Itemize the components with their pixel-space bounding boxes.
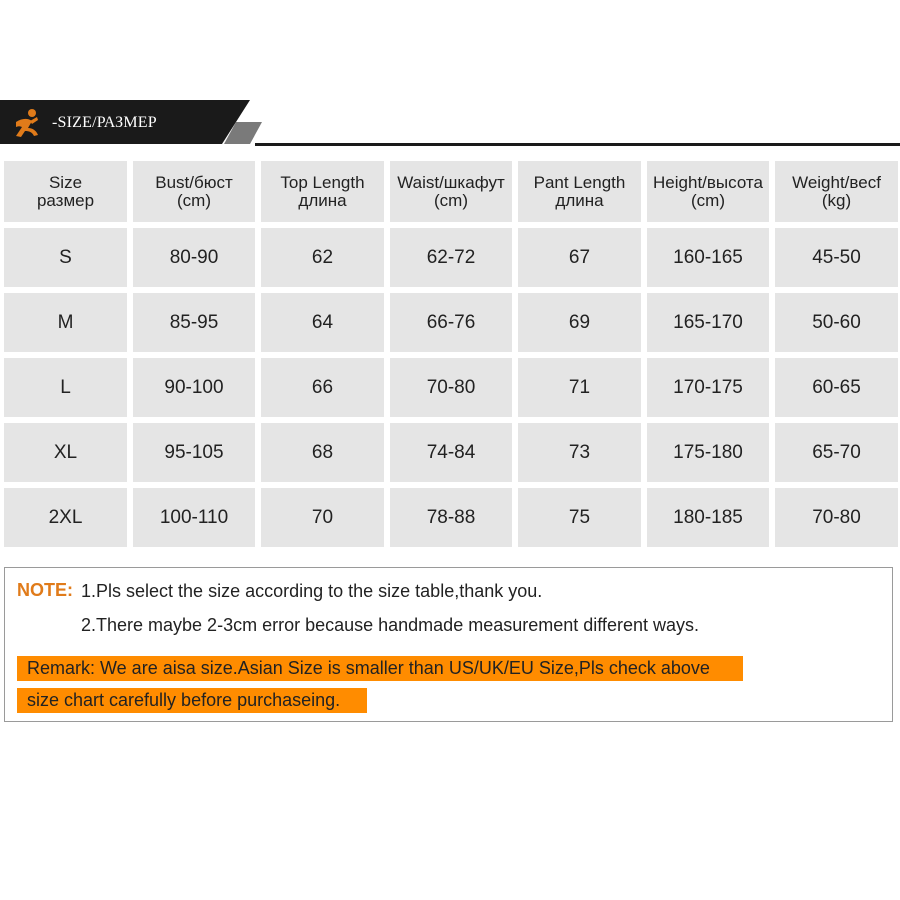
table-cell: 70 bbox=[261, 488, 384, 547]
table-cell: 67 bbox=[518, 228, 641, 287]
table-cell: 80-90 bbox=[133, 228, 255, 287]
table-cell: 160-165 bbox=[647, 228, 769, 287]
table-cell: 100-110 bbox=[133, 488, 255, 547]
header-cell-waist: Waist/шкафут (cm) bbox=[390, 161, 512, 222]
table-cell: XL bbox=[4, 423, 127, 482]
header-cell-weight: Weight/весf (kg) bbox=[775, 161, 898, 222]
table-cell: 66 bbox=[261, 358, 384, 417]
table-cell: 180-185 bbox=[647, 488, 769, 547]
table-cell: 66-76 bbox=[390, 293, 512, 352]
table-cell: 68 bbox=[261, 423, 384, 482]
header-rule bbox=[255, 143, 900, 146]
header-cell-pant-length: Pant Length длина bbox=[518, 161, 641, 222]
table-cell: 74-84 bbox=[390, 423, 512, 482]
note-line-1: 1.Pls select the size according to the size table,thank you. bbox=[81, 581, 543, 601]
table-cell: 64 bbox=[261, 293, 384, 352]
runner-logo-icon bbox=[10, 108, 44, 140]
table-cell: 45-50 bbox=[775, 228, 898, 287]
table-cell: 170-175 bbox=[647, 358, 769, 417]
table-cell: 60-65 bbox=[775, 358, 898, 417]
header-cell-size: Size размер bbox=[4, 161, 127, 222]
table-cell: 73 bbox=[518, 423, 641, 482]
table-cell: L bbox=[4, 358, 127, 417]
table-cell: 75 bbox=[518, 488, 641, 547]
table-cell: 70-80 bbox=[775, 488, 898, 547]
table-cell: 175-180 bbox=[647, 423, 769, 482]
table-cell: 69 bbox=[518, 293, 641, 352]
table-cell: M bbox=[4, 293, 127, 352]
header-banner bbox=[0, 100, 900, 150]
header-cell-bust: Bust/бюст (cm) bbox=[133, 161, 255, 222]
header-cell-top-length: Top Length длина bbox=[261, 161, 384, 222]
header-cell-height: Height/высота (cm) bbox=[647, 161, 769, 222]
remark-line-1: Remark: We are aisa size.Asian Size is smaller than US/UK/EU Size,Pls check above bbox=[17, 656, 743, 681]
table-cell: 78-88 bbox=[390, 488, 512, 547]
table-cell: 165-170 bbox=[647, 293, 769, 352]
table-cell: 70-80 bbox=[390, 358, 512, 417]
note-label: NOTE: bbox=[17, 580, 73, 600]
table-cell: 62-72 bbox=[390, 228, 512, 287]
table-cell: 85-95 bbox=[133, 293, 255, 352]
note-line-2: 2.There maybe 2-3cm error because handmade measurement different ways. bbox=[81, 615, 699, 635]
table-cell: 65-70 bbox=[775, 423, 898, 482]
page-title: -SIZE/РАЗМЕР bbox=[52, 114, 157, 131]
table-cell: 90-100 bbox=[133, 358, 255, 417]
remark-line-2: size chart carefully before purchaseing. bbox=[17, 688, 367, 713]
note-box bbox=[4, 567, 893, 722]
table-cell: 2XL bbox=[4, 488, 127, 547]
table-cell: 95-105 bbox=[133, 423, 255, 482]
size-table bbox=[4, 161, 898, 547]
table-cell: 50-60 bbox=[775, 293, 898, 352]
table-cell: S bbox=[4, 228, 127, 287]
table-cell: 62 bbox=[261, 228, 384, 287]
table-cell: 71 bbox=[518, 358, 641, 417]
